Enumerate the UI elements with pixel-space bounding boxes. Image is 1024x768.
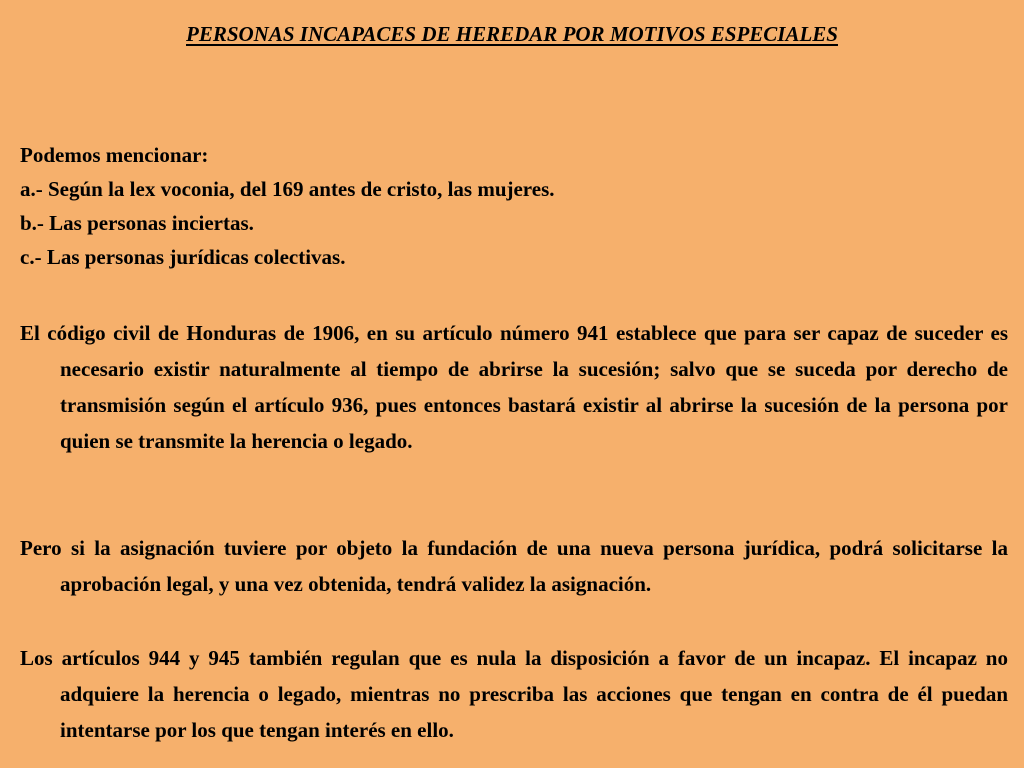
intro-heading: Podemos mencionar: xyxy=(20,143,209,167)
list-item-a: a.- Según la lex voconia, del 169 antes de cristo, las mujeres. xyxy=(20,177,555,201)
paragraph-persona-juridica: Pero si la asignación tuviere por objeto la fundación de una nueva persona jurídica, podrá solicitarse la aprobación legal, y una vez obtenida, tendrá validez la asignación. xyxy=(20,536,1008,596)
intro-list xyxy=(20,138,1000,274)
paragraph-articulos-944-945: Los artículos 944 y 945 también regulan que es nula la disposición a favor de un incapaz. El incapaz no adquiere la herencia o legado, mientras no prescriba las acciones que tengan en contra de él puedan intentarse por los que tengan interés en ello. xyxy=(20,646,1008,742)
paragraph-codigo-civil: El código civil de Honduras de 1906, en su artículo número 941 establece que para ser capaz de suceder es necesario existir naturalmente al tiempo de abrirse la sucesión; salvo que se suceda por derecho de transmisión según el artículo 936, pues entonces bastará existir al abrirse la sucesión de la persona por quien se transmite la herencia o legado. xyxy=(20,321,1008,453)
list-item-b: b.- Las personas inciertas. xyxy=(20,211,254,235)
list-item-c: c.- Las personas jurídicas colectivas. xyxy=(20,245,346,269)
slide-title: PERSONAS INCAPACES DE HEREDAR POR MOTIVOS ESPECIALES xyxy=(186,22,838,46)
